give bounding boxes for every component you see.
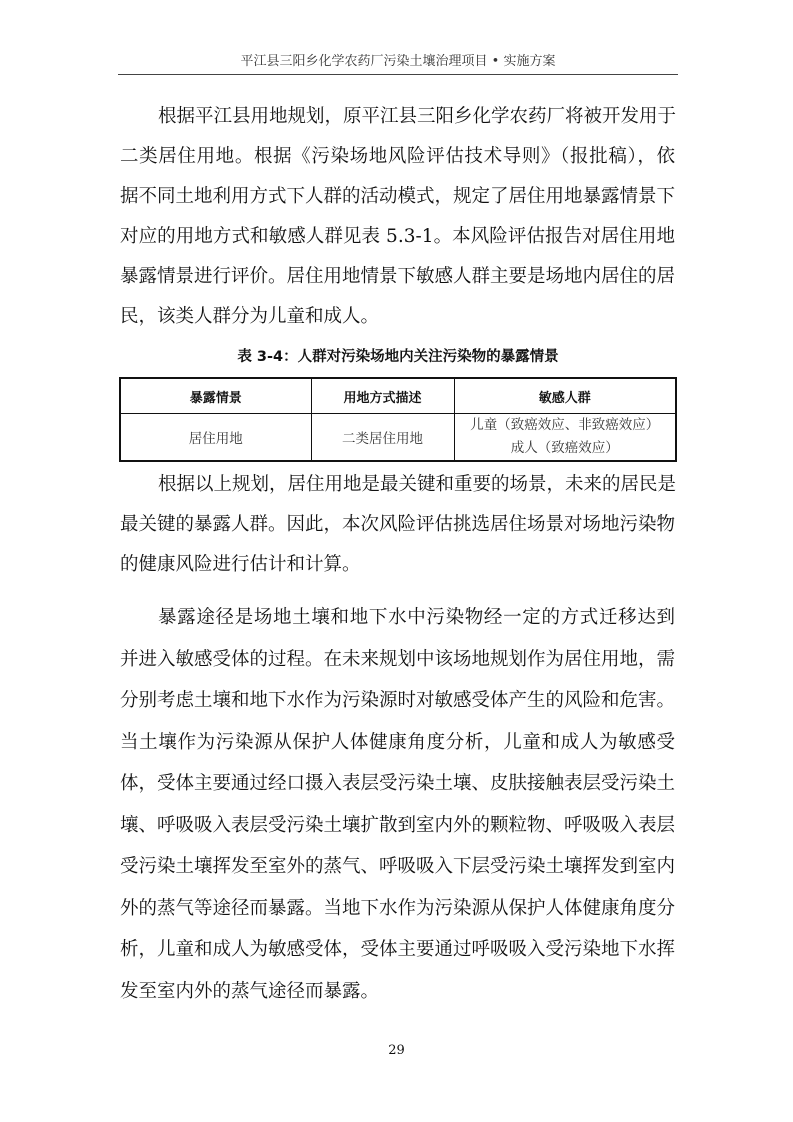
table-cell xyxy=(454,414,676,462)
text-line: 根据以上规划，居住用地是最关键和重要的场景，未来的居民是 xyxy=(158,474,677,495)
text-line: 的健康风险进行估计和计算。 xyxy=(120,554,361,575)
text-line: 二类居住用地。根据《污染场地风险评估技术导则》（报批稿），依 xyxy=(120,146,675,167)
text-line: 暴露情景进行评价。居住用地情景下敏感人群主要是场地内居住的居 xyxy=(120,266,676,287)
column-header: 敏感人群 xyxy=(454,378,676,414)
text-line: 暴露途径是场地土壤和地下水中污染物经一定的方式迁移达到 xyxy=(158,607,675,628)
page-number: 29 xyxy=(388,1043,405,1058)
text-line: 受污染土壤挥发至室外的蒸气、呼吸吸入下层受污染土壤挥发到室内 xyxy=(120,856,676,877)
text-line: 最关键的暴露人群。因此，本次风险评估挑选居住场景对场地污染物 xyxy=(120,514,676,535)
table-cell: 居住用地 xyxy=(120,414,311,462)
exposure-table xyxy=(119,377,677,462)
text-line: 体，受体主要通过经口摄入表层受污染土壤、皮肤接触表层受污染土 xyxy=(120,773,676,794)
column-header: 暴露情景 xyxy=(120,378,311,414)
column-header: 用地方式描述 xyxy=(311,378,454,414)
text-line: 民，该类人群分为儿童和成人。 xyxy=(120,306,380,327)
text-line: 并进入敏感受体的过程。在未来规划中该场地规划作为居住用地，需 xyxy=(120,648,676,670)
text-line: 外的蒸气等途径而暴露。当地下水作为污染源从保护人体健康角度分 xyxy=(120,897,676,919)
text-line: 据不同土地利用方式下人群的活动模式，规定了居住用地暴露情景下 xyxy=(120,186,676,207)
cell-line: 成人（致癌效应） xyxy=(510,440,619,456)
paragraph-3 xyxy=(120,598,675,1013)
cell-line: 儿童（致癌效应、非致癌效应） xyxy=(470,417,660,433)
text-line: 发至室内外的蒸气途径而暴露。 xyxy=(120,980,380,1002)
text-line: 壤、呼吸吸入表层受污染土壤扩散到室内外的颗粒物、呼吸吸入表层 xyxy=(120,814,676,836)
table-header-row xyxy=(120,378,676,414)
text-line: 根据平江县用地规划，原平江县三阳乡化学农药厂将被开发用于 xyxy=(158,106,677,127)
paragraph-2 xyxy=(120,465,675,585)
running-header: 平江县三阳乡化学农药厂污染土壤治理项目 • 实施方案 xyxy=(240,54,556,69)
paragraph-1 xyxy=(120,97,675,337)
text-line: 分别考虑土壤和地下水作为污染源时对敏感受体产生的风险和危害。 xyxy=(120,690,676,711)
text-line: 当土壤作为污染源从保护人体健康角度分析，儿童和成人为敏感受 xyxy=(120,731,675,753)
table-cell: 二类居住用地 xyxy=(311,414,454,462)
text-line: 对应的用地方式和敏感人群见表 5.3-1。本风险评估报告对居住用地 xyxy=(120,226,675,247)
text-line: 析，儿童和成人为敏感受体，受体主要通过呼吸吸入受污染地下水挥 xyxy=(120,939,676,960)
header-rule xyxy=(118,74,678,75)
table-caption: 表 3-4：人群对污染场地内关注污染物的暴露情景 xyxy=(237,349,559,365)
table-row xyxy=(120,414,676,462)
